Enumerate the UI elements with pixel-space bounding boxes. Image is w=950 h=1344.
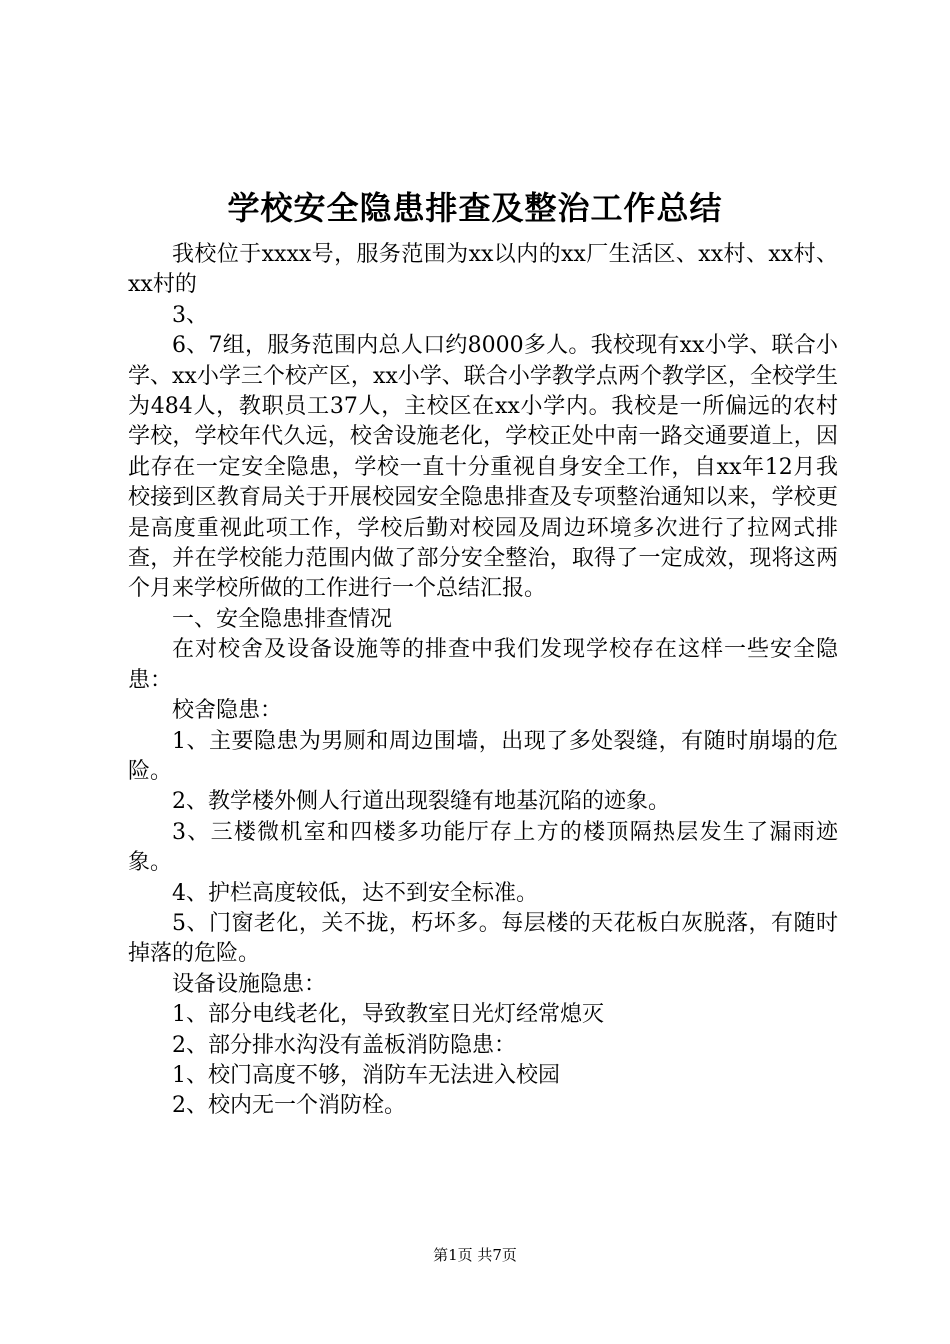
list-item: 1、校门高度不够，消防车无法进入校园 [172,1062,560,1088]
paragraph-overview: 6、7组，服务范围内总人口约8000多人。我校现有xx小学、联合小学、xx小学三个校产区，xx小学、联合小学教学点两个教学区，全校学生为484人，教职员工37人，主校区在xx小学内。我校是一所偏远的农村学校，学校年代久远，校舍设施老化，学校正处中南一路交通要道上，因此存在一定安全隐患，学校一直十分重视自身安全工作，自xx年12月我校接到区教育局关于开展校园安全隐患排查及专项整治通知以来，学校更是高度重视此项工作，学校后勤对校园及周边环境多次进行了拉网式排查，并在学校能力范围内做了部分安全整治，取得了一定成效，现将这两个月来学校所做的工作进行一个总结汇报。 [128,333,838,602]
list-item: 2、部分排水沟没有盖板消防隐患： [172,1032,516,1058]
page-number-footer: 第1页 共7页 [433,1246,517,1264]
list-item: 2、校内无一个消防栓。 [172,1093,406,1119]
section-heading-1: 一、安全隐患排查情况 [172,606,393,632]
subheading-building-hazards: 校舍隐患： [172,698,283,724]
paragraph-findings: 在对校舍及设备设施等的排查中我们发现学校存在这样一些安全隐患： [128,637,838,693]
list-item: 3、三楼微机室和四楼多功能厅存上方的楼顶隔热层发生了漏雨迹象。 [128,819,838,876]
paragraph-intro: 我校位于xxxx号，服务范围为xx以内的xx厂生活区、xx村、xx村、xx村的 [128,242,838,298]
list-item: 1、部分电线老化，导致教室日光灯经常熄灭 [172,1002,604,1028]
document-body [128,240,838,1122]
subheading-equipment-hazards: 设备设施隐患： [172,971,327,997]
list-item: 2、教学楼外侧人行道出现裂缝有地基沉陷的迹象。 [172,789,670,815]
list-item: 4、护栏高度较低，达不到安全标准。 [172,880,538,906]
paragraph-item-3: 3、 [172,302,208,328]
list-item: 1、主要隐患为男厕和周边围墙，出现了多处裂缝，有随时崩塌的危险。 [128,728,838,784]
list-item: 5、门窗老化，关不拢，朽坏多。每层楼的天花板白灰脱落，有随时掉落的危险。 [128,910,838,967]
document-title: 学校安全隐患排查及整治工作总结 [227,189,723,227]
